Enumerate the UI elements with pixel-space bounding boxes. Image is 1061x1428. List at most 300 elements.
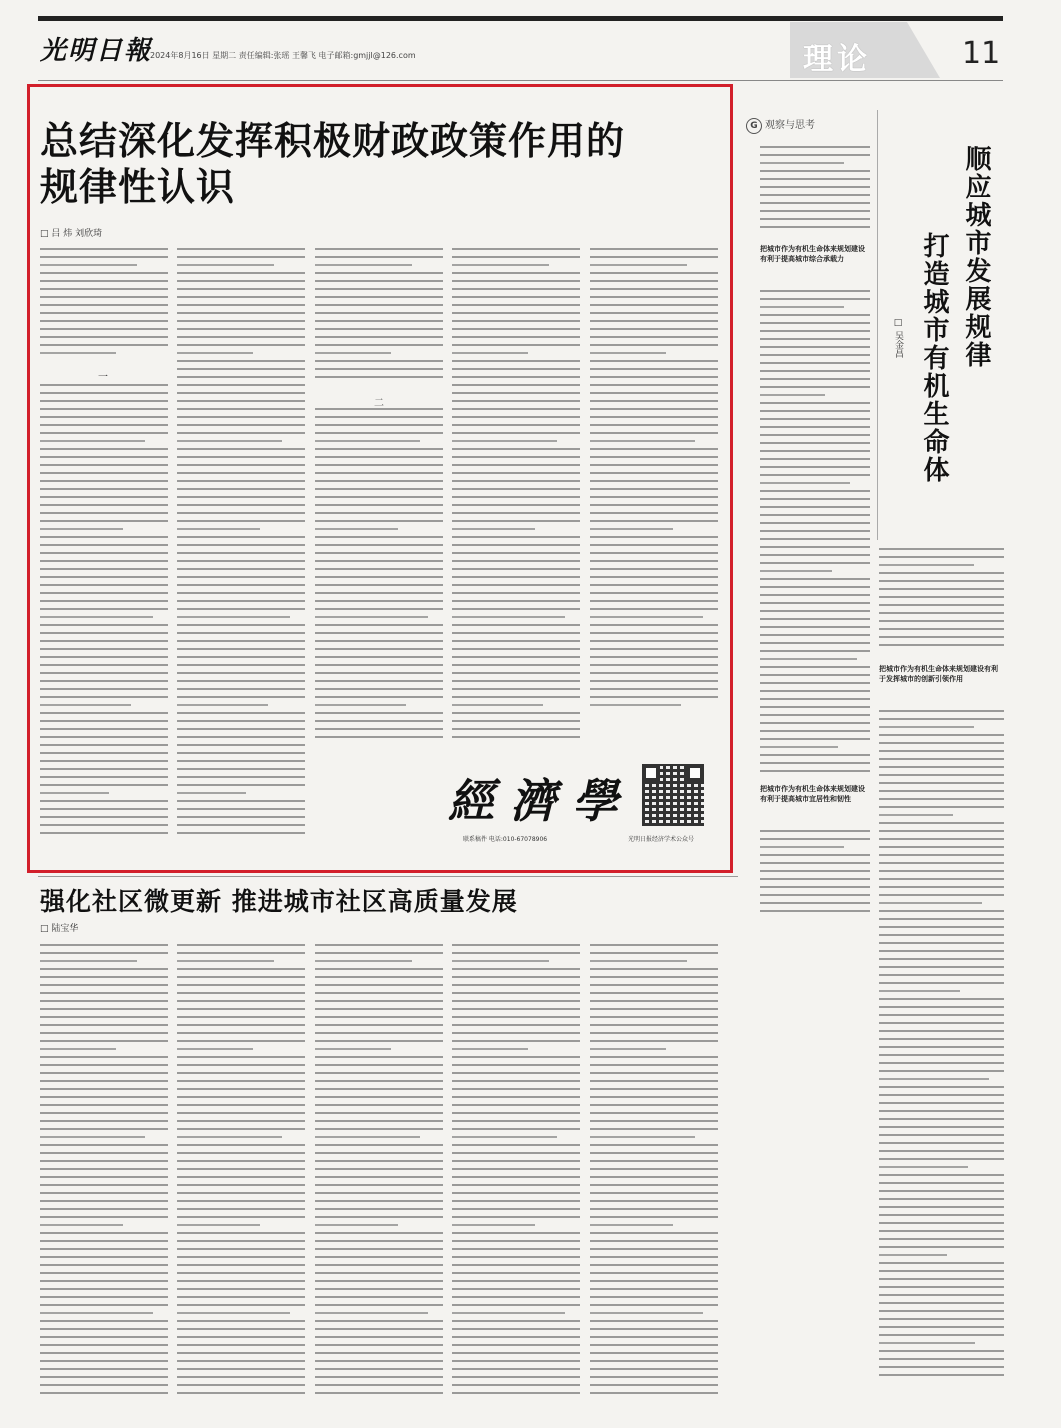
text-line — [40, 392, 168, 394]
text-line — [177, 1056, 305, 1058]
text-line — [879, 814, 953, 816]
text-line — [177, 952, 305, 954]
text-line — [177, 336, 305, 338]
text-line — [879, 1102, 1004, 1104]
text-line — [177, 616, 290, 618]
text-line — [879, 628, 1004, 630]
text-line — [177, 1032, 305, 1034]
text-line — [760, 862, 870, 864]
qr-code[interactable] — [642, 764, 704, 826]
text-line — [40, 344, 168, 346]
text-line — [177, 464, 305, 466]
text-line — [40, 832, 168, 834]
text-line — [177, 1256, 305, 1258]
text-line — [452, 552, 580, 554]
text-line — [315, 1040, 443, 1042]
text-line — [40, 1392, 168, 1394]
text-line — [177, 1104, 305, 1106]
text-line — [452, 1080, 580, 1082]
text-line — [452, 720, 580, 722]
text-line — [315, 648, 443, 650]
text-line — [40, 784, 168, 786]
text-line — [590, 624, 718, 626]
text-line — [315, 1336, 443, 1338]
text-line — [760, 554, 870, 556]
text-line — [760, 298, 870, 300]
text-line — [177, 688, 305, 690]
text-line — [452, 624, 580, 626]
text-line — [452, 392, 580, 394]
text-line — [452, 672, 580, 674]
text-line — [452, 296, 580, 298]
text-line — [315, 352, 391, 354]
text-line — [590, 696, 718, 698]
text-line — [879, 774, 1004, 776]
text-line — [452, 664, 580, 666]
text-line — [452, 648, 580, 650]
text-line — [315, 712, 443, 714]
text-line — [760, 910, 870, 912]
text-line — [177, 680, 305, 682]
text-line — [40, 1104, 168, 1106]
text-line — [760, 426, 870, 428]
text-line — [452, 568, 580, 570]
text-line — [452, 736, 580, 738]
text-line — [590, 560, 718, 562]
text-line — [177, 1000, 305, 1002]
text-line — [760, 402, 870, 404]
side-title-line-2: 打造城市有机生命体 — [919, 232, 949, 484]
text-line — [452, 1256, 580, 1258]
text-line — [590, 464, 718, 466]
text-line — [590, 1264, 718, 1266]
text-line — [590, 448, 718, 450]
text-line — [177, 1352, 305, 1354]
text-line — [40, 296, 168, 298]
text-line — [760, 322, 870, 324]
text-line — [760, 474, 870, 476]
text-line — [315, 536, 443, 538]
text-line — [315, 976, 443, 978]
text-line — [590, 1272, 718, 1274]
text-line — [315, 512, 443, 514]
text-line — [452, 1000, 580, 1002]
text-line — [760, 838, 870, 840]
text-line — [177, 368, 305, 370]
text-line — [40, 792, 109, 794]
text-line — [177, 672, 305, 674]
text-line — [40, 1080, 168, 1082]
text-line — [760, 846, 844, 848]
text-line — [315, 1328, 443, 1330]
text-line — [590, 416, 718, 418]
text-line — [40, 272, 168, 274]
text-line — [760, 730, 870, 732]
text-line — [590, 976, 718, 978]
text-line — [177, 288, 305, 290]
text-line — [315, 1384, 443, 1386]
text-line — [452, 1304, 580, 1306]
text-line — [760, 314, 870, 316]
text-line — [177, 256, 305, 258]
text-line — [452, 1032, 580, 1034]
text-line — [452, 320, 580, 322]
text-line — [40, 1016, 168, 1018]
text-line — [760, 650, 870, 652]
text-line — [879, 966, 1004, 968]
text-line — [177, 776, 305, 778]
text-line — [452, 1120, 580, 1122]
text-line — [452, 584, 580, 586]
text-line — [452, 1344, 580, 1346]
text-line — [315, 360, 443, 362]
second-article-title: 强化社区微更新 推进城市社区高质量发展 — [40, 887, 518, 916]
text-line — [315, 552, 443, 554]
lead-section-mark-1: 一 — [98, 372, 108, 383]
text-line — [40, 1312, 153, 1314]
text-line — [452, 496, 580, 498]
text-line — [177, 328, 305, 330]
text-line — [760, 370, 870, 372]
text-line — [452, 1200, 580, 1202]
text-line — [879, 1046, 1004, 1048]
text-line — [879, 1310, 1004, 1312]
lead-text-column-5 — [590, 248, 718, 712]
text-line — [452, 416, 580, 418]
second-article-byline: □ 陆宝华 — [40, 924, 79, 934]
text-line — [177, 944, 305, 946]
text-line — [452, 1248, 580, 1250]
text-line — [590, 992, 718, 994]
text-line — [760, 894, 870, 896]
text-line — [40, 248, 168, 250]
text-line — [760, 154, 870, 156]
text-line — [879, 620, 1004, 622]
text-line — [40, 488, 168, 490]
text-line — [879, 1062, 1004, 1064]
text-line — [452, 360, 580, 362]
text-line — [590, 584, 718, 586]
text-line — [590, 1136, 695, 1138]
text-line — [452, 288, 580, 290]
text-line — [760, 170, 870, 172]
text-line — [590, 456, 718, 458]
text-line — [315, 968, 443, 970]
text-line — [315, 1176, 443, 1178]
text-line — [760, 714, 870, 716]
text-line — [315, 1168, 443, 1170]
text-line — [590, 1368, 718, 1370]
text-line — [315, 1288, 443, 1290]
text-line — [315, 720, 443, 722]
text-line — [315, 1120, 443, 1122]
text-line — [315, 1360, 443, 1362]
text-line — [315, 440, 420, 442]
text-line — [760, 522, 870, 524]
text-line — [879, 1030, 1004, 1032]
text-line — [760, 378, 870, 380]
text-line — [177, 1024, 305, 1026]
text-line — [590, 1032, 718, 1034]
text-line — [177, 560, 305, 562]
text-line — [40, 1256, 168, 1258]
text-line — [452, 696, 580, 698]
column-tag-icon: G — [746, 118, 762, 134]
text-line — [590, 640, 718, 642]
text-line — [40, 1184, 168, 1186]
text-line — [590, 944, 718, 946]
text-line — [40, 1376, 168, 1378]
text-line — [879, 1126, 1004, 1128]
text-line — [452, 248, 580, 250]
text-line — [315, 584, 443, 586]
text-line — [177, 960, 274, 962]
text-line — [177, 1088, 305, 1090]
text-line — [40, 704, 131, 706]
text-line — [760, 642, 870, 644]
text-line — [40, 1112, 168, 1114]
text-line — [879, 798, 1004, 800]
text-line — [177, 704, 268, 706]
text-line — [760, 226, 870, 228]
text-line — [590, 1216, 718, 1218]
text-line — [452, 1040, 580, 1042]
text-line — [40, 1336, 168, 1338]
text-line — [177, 712, 305, 714]
text-line — [760, 754, 870, 756]
text-line — [879, 886, 1004, 888]
text-line — [40, 1304, 168, 1306]
text-line — [452, 1088, 580, 1090]
text-line — [879, 1134, 1004, 1136]
section-label: 理论 — [803, 42, 871, 77]
text-line — [879, 1174, 1004, 1176]
text-line — [315, 1008, 443, 1010]
text-line — [590, 288, 718, 290]
text-line — [177, 1280, 305, 1282]
text-line — [760, 490, 870, 492]
text-line — [177, 1176, 305, 1178]
text-line — [452, 1048, 528, 1050]
text-line — [590, 1152, 718, 1154]
text-line — [590, 1352, 718, 1354]
lead-text-column-1 — [40, 248, 168, 840]
text-line — [177, 1200, 305, 1202]
text-line — [452, 1296, 580, 1298]
lead-title-line-2: 规律性认识 — [40, 164, 236, 209]
text-line — [760, 202, 870, 204]
text-line — [590, 384, 718, 386]
text-line — [315, 992, 443, 994]
text-line — [177, 664, 305, 666]
text-line — [177, 1240, 305, 1242]
text-line — [177, 808, 305, 810]
text-line — [760, 770, 870, 772]
text-line — [177, 1224, 260, 1226]
text-line — [760, 498, 870, 500]
top-rule — [38, 16, 1003, 21]
text-line — [452, 384, 580, 386]
text-line — [315, 296, 443, 298]
text-line — [452, 504, 580, 506]
text-line — [760, 578, 870, 580]
text-line — [315, 1128, 443, 1130]
second-article-rule — [38, 876, 738, 877]
text-line — [40, 816, 168, 818]
text-line — [452, 944, 580, 946]
text-line — [452, 1392, 580, 1394]
text-line — [177, 496, 305, 498]
text-line — [40, 1352, 168, 1354]
text-line — [452, 1136, 557, 1138]
text-line — [760, 306, 844, 308]
text-line — [879, 1270, 1004, 1272]
text-line — [452, 968, 580, 970]
text-line — [177, 1008, 305, 1010]
text-line — [879, 1022, 1004, 1024]
text-line — [177, 768, 305, 770]
text-line — [760, 682, 870, 684]
text-line — [590, 368, 718, 370]
text-line — [879, 1150, 1004, 1152]
text-line — [177, 992, 305, 994]
text-line — [590, 1112, 718, 1114]
text-line — [452, 1024, 580, 1026]
text-line — [177, 760, 305, 762]
side-vertical-rule — [877, 110, 878, 540]
second-text-column-2 — [177, 944, 305, 1400]
side-text-column-1 — [760, 146, 870, 234]
text-line — [452, 1312, 565, 1314]
side-text-column-4 — [879, 548, 1004, 652]
text-line — [177, 1168, 305, 1170]
text-line — [40, 1024, 168, 1026]
text-line — [590, 608, 718, 610]
text-line — [315, 1248, 443, 1250]
text-line — [590, 1240, 718, 1242]
text-line — [177, 1152, 305, 1154]
text-line — [40, 304, 168, 306]
text-line — [40, 720, 168, 722]
text-line — [315, 424, 443, 426]
text-line — [590, 1344, 718, 1346]
text-line — [590, 312, 718, 314]
text-line — [452, 632, 580, 634]
text-line — [760, 690, 870, 692]
text-line — [177, 1136, 282, 1138]
text-line — [760, 870, 870, 872]
text-line — [177, 1016, 305, 1018]
text-line — [879, 982, 1004, 984]
text-line — [590, 1312, 703, 1314]
text-line — [452, 528, 535, 530]
text-line — [315, 328, 443, 330]
text-line — [40, 1160, 168, 1162]
text-line — [879, 1190, 1004, 1192]
text-line — [177, 440, 282, 442]
text-line — [177, 1296, 305, 1298]
text-line — [177, 1120, 305, 1122]
text-line — [590, 984, 718, 986]
text-line — [177, 1072, 305, 1074]
text-line — [760, 178, 870, 180]
text-line — [590, 1096, 718, 1098]
text-line — [40, 1048, 116, 1050]
text-line — [40, 312, 168, 314]
text-line — [879, 612, 1004, 614]
text-line — [177, 488, 305, 490]
text-line — [315, 504, 443, 506]
text-line — [590, 296, 718, 298]
text-line — [590, 1088, 718, 1090]
text-line — [177, 976, 305, 978]
text-line — [177, 392, 305, 394]
text-line — [590, 960, 687, 962]
text-line — [590, 1328, 718, 1330]
text-line — [590, 424, 718, 426]
text-line — [315, 1240, 443, 1242]
text-line — [879, 1182, 1004, 1184]
text-line — [452, 1072, 580, 1074]
text-line — [177, 272, 305, 274]
text-line — [879, 1118, 1004, 1120]
text-line — [40, 1232, 168, 1234]
text-line — [452, 728, 580, 730]
text-line — [590, 256, 718, 258]
text-line — [590, 320, 718, 322]
text-line — [40, 584, 168, 586]
text-line — [590, 1200, 718, 1202]
text-line — [760, 450, 870, 452]
text-line — [452, 1112, 580, 1114]
text-line — [879, 750, 1004, 752]
text-line — [40, 1168, 168, 1170]
text-line — [452, 1376, 580, 1378]
text-line — [315, 1280, 443, 1282]
text-line — [315, 1080, 443, 1082]
text-line — [760, 738, 870, 740]
text-line — [590, 1184, 718, 1186]
text-line — [177, 696, 305, 698]
text-line — [315, 728, 443, 730]
text-line — [452, 1016, 580, 1018]
text-line — [879, 822, 1004, 824]
text-line — [315, 592, 443, 594]
text-line — [590, 392, 718, 394]
text-line — [879, 1166, 968, 1168]
text-line — [315, 688, 443, 690]
text-line — [590, 1224, 673, 1226]
text-line — [315, 1272, 443, 1274]
text-line — [315, 560, 443, 562]
text-line — [590, 528, 673, 530]
text-line — [452, 1240, 580, 1242]
text-line — [40, 952, 168, 954]
text-line — [879, 604, 1004, 606]
text-line — [760, 722, 870, 724]
text-line — [177, 384, 305, 386]
text-line — [40, 624, 168, 626]
text-line — [879, 1278, 1004, 1280]
text-line — [315, 1264, 443, 1266]
text-line — [879, 846, 1004, 848]
text-line — [879, 950, 1004, 952]
text-line — [879, 1070, 1004, 1072]
text-line — [40, 400, 168, 402]
text-line — [879, 1366, 1004, 1368]
text-line — [590, 1288, 718, 1290]
text-line — [879, 990, 960, 992]
